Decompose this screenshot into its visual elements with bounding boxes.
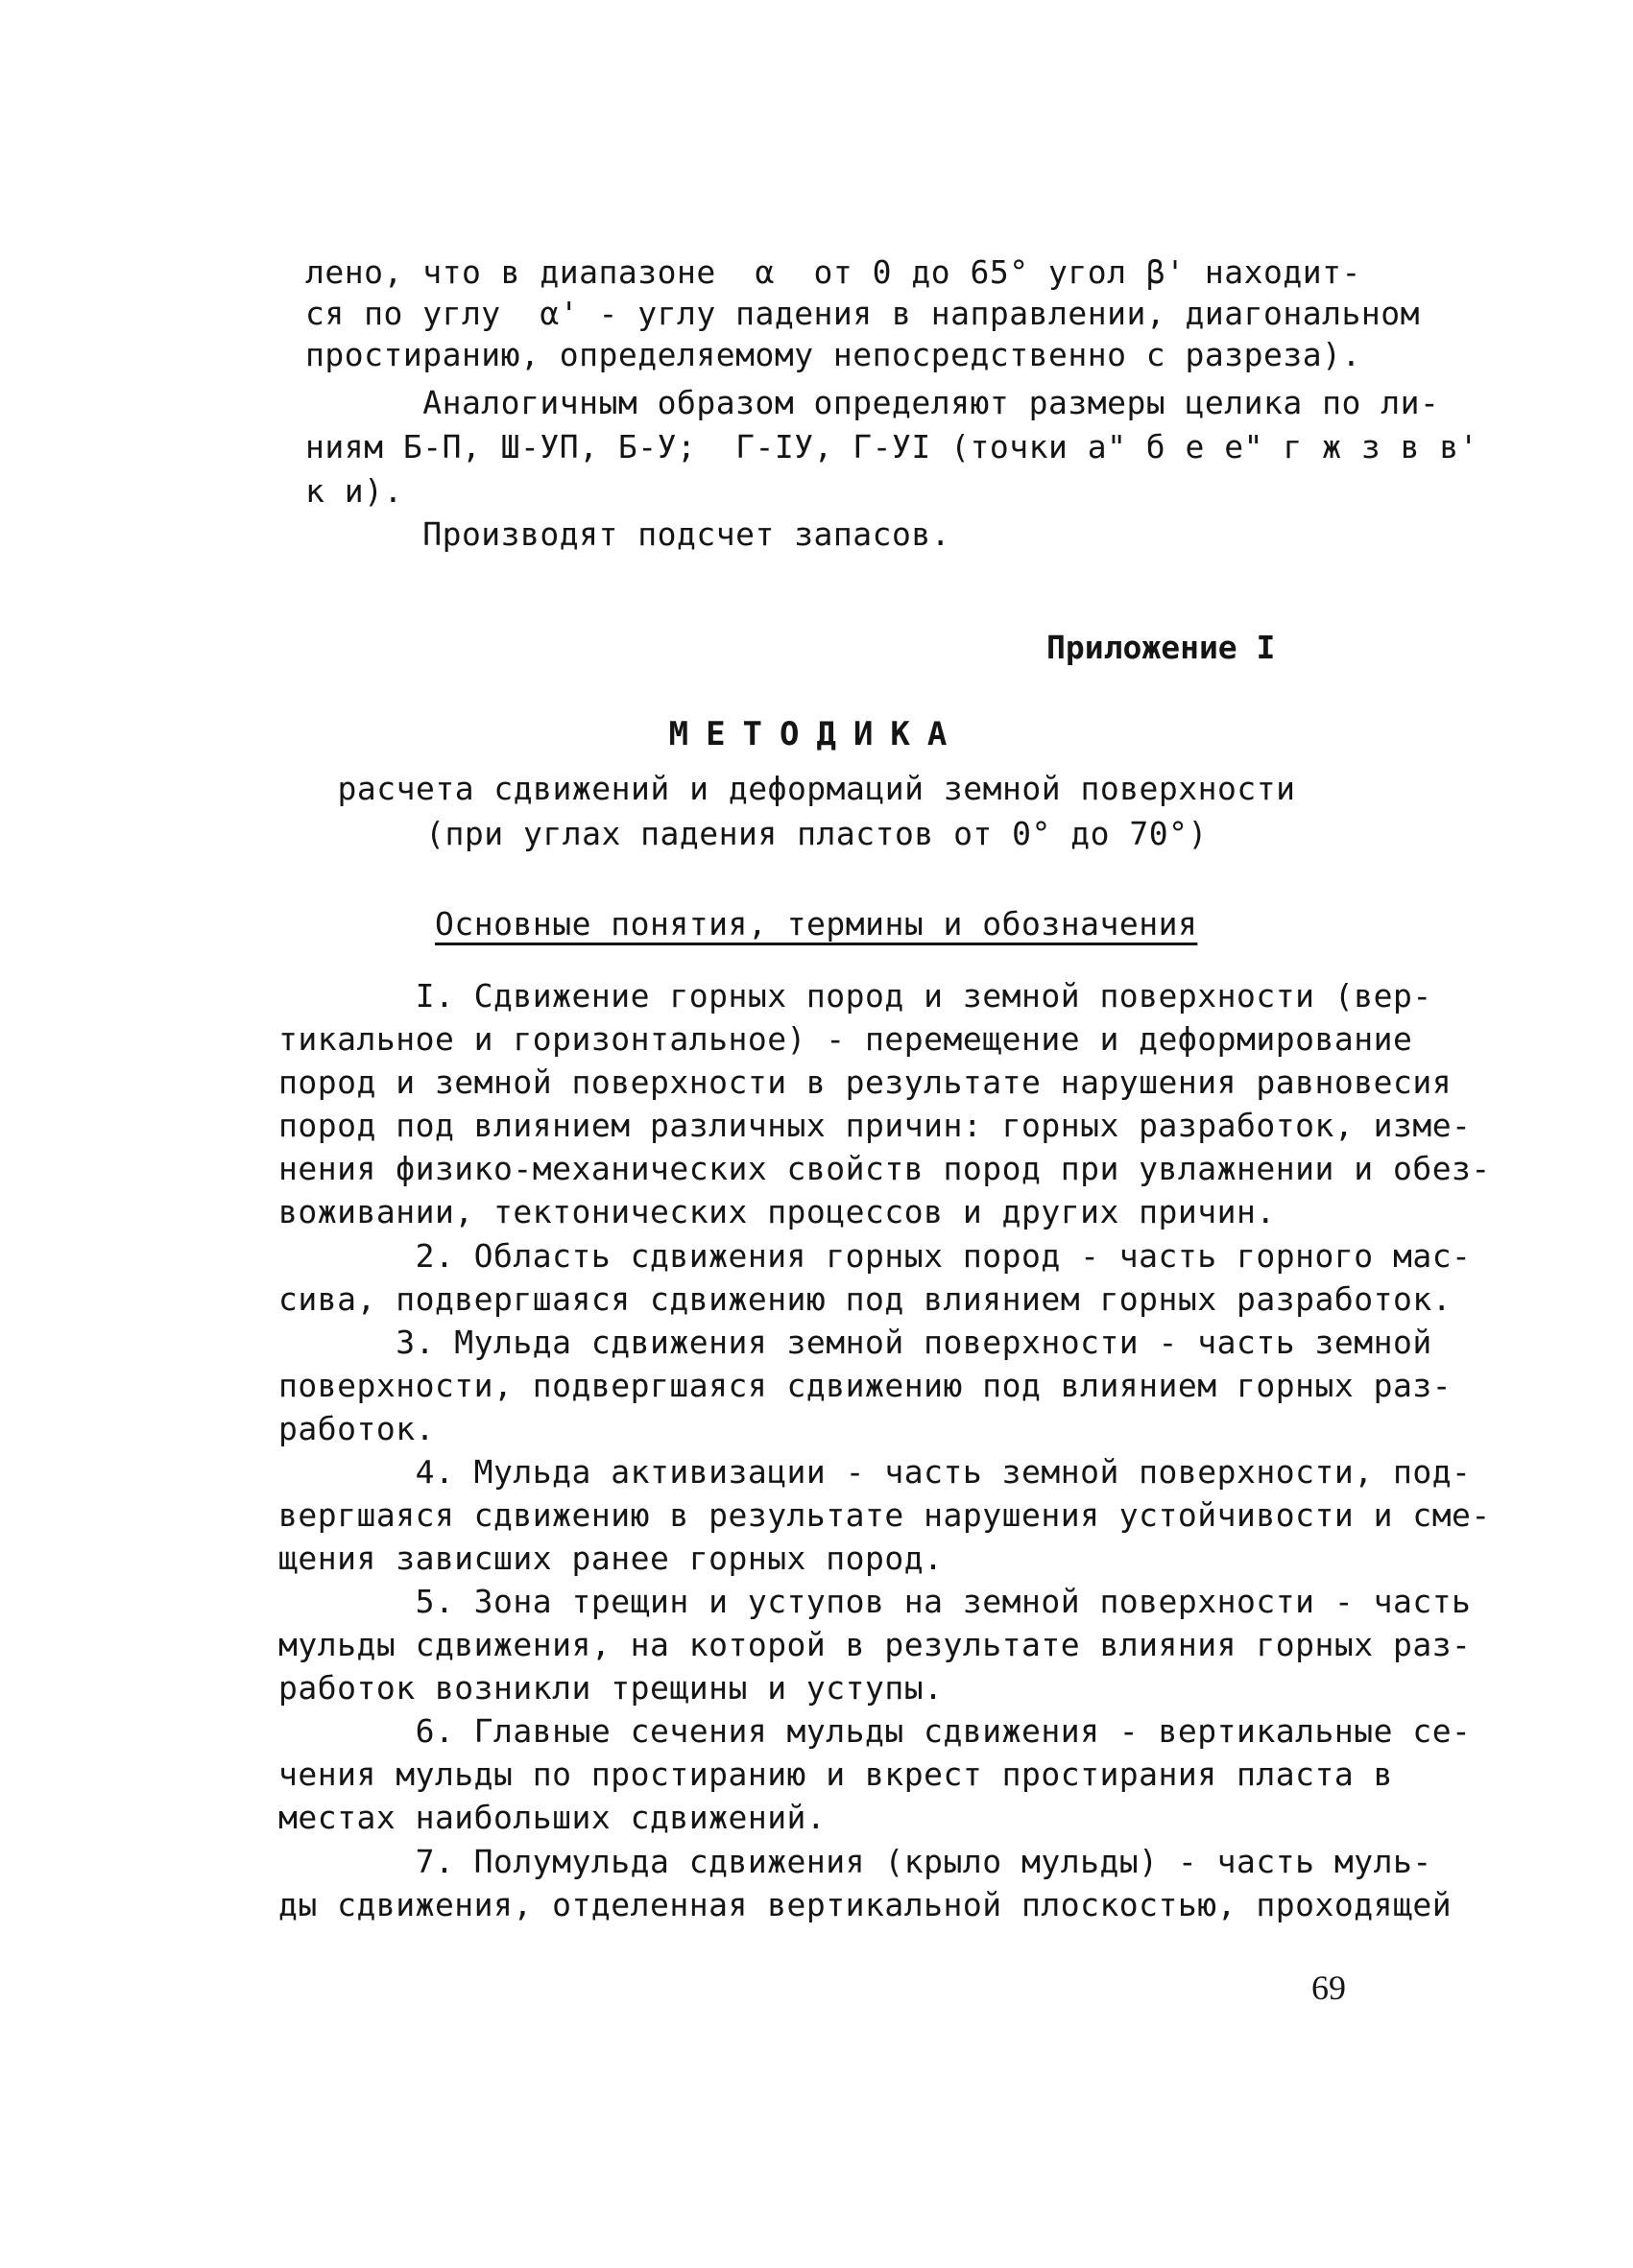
- appendix-label: Приложение I: [1046, 629, 1276, 666]
- section-heading-text: Основные понятия, термины и обозначения: [435, 905, 1198, 943]
- body-line: нения физико-механических свойств пород при увлажнении и обез-: [278, 1150, 1491, 1187]
- body-line: местах наибольших сдвижений.: [278, 1799, 827, 1836]
- body-line: мульды сдвижения, на которой в результате влияния горных раз-: [278, 1626, 1472, 1663]
- body-line: тикальное и горизонтальное) - перемещение и деформирование: [278, 1020, 1413, 1058]
- body-line: вергшаяся сдвижению в результате нарушения устойчивости и сме-: [278, 1496, 1491, 1534]
- subtitle-line-2: (при углах падения пластов от 0° до 70°): [425, 815, 1208, 852]
- body-line: работок возникли трещины и уступы.: [278, 1669, 944, 1707]
- body-line: 7. Полумульда сдвижения (крыло мульды) - часть муль-: [278, 1843, 1432, 1880]
- body-line: щения зависших ранее горных пород.: [278, 1540, 944, 1577]
- body-line: 3. Мульда сдвижения земной поверхности - часть земной: [278, 1324, 1432, 1361]
- body-line: 5. Зона трещин и уступов на земной поверхности - часть: [278, 1583, 1472, 1620]
- intro-line: ся по углу α' - углу падения в направлении, диагональном: [305, 295, 1420, 332]
- intro-line: к и).: [305, 472, 403, 510]
- body-line: пород под влиянием различных причин: горных разработок, изме-: [278, 1107, 1472, 1144]
- body-line: ды сдвижения, отделенная вертикальной плоскостью, проходящей: [278, 1886, 1453, 1923]
- intro-line: ниям Б-П, Ш-УП, Б-У; Г-IУ, Г-УI (точки а" б е е" г ж з в в': [305, 428, 1479, 466]
- body-line: пород и земной поверхности в результате нарушения равновесия: [278, 1063, 1453, 1101]
- body-line: поверхности, подвергшаяся сдвижению под влиянием горных раз-: [278, 1367, 1453, 1404]
- body-line: чения мульды по простиранию и вкрест простирания пласта в: [278, 1755, 1393, 1793]
- body-line: воживании, тектонических процессов и других причин.: [278, 1193, 1276, 1230]
- body-line: работок.: [278, 1410, 435, 1447]
- intro-line: простиранию, определяемому непосредственно с разреза).: [305, 336, 1361, 373]
- intro-line: Производят подсчет запасов.: [305, 515, 951, 553]
- intro-line: Аналогичным образом определяют размеры целика по ли-: [305, 384, 1440, 421]
- body-line: I. Сдвижение горных пород и земной поверхности (вер-: [278, 977, 1432, 1015]
- page-number: 69: [1311, 1969, 1346, 2007]
- intro-line: лено, что в диапазоне α от 0 до 65° угол β' находит-: [305, 253, 1361, 291]
- body-line: 4. Мульда активизации - часть земной поверхности, под-: [278, 1453, 1472, 1491]
- document-title: МЕТОДИКА: [668, 715, 965, 753]
- body-line: сива, подвергшаяся сдвижению под влиянием горных разработок.: [278, 1280, 1453, 1318]
- subtitle-line-1: расчета сдвижений и деформаций земной поверхности: [337, 770, 1296, 807]
- body-line: 2. Область сдвижения горных пород - часть горного мас-: [278, 1237, 1472, 1275]
- body-line: 6. Главные сечения мульды сдвижения - вертикальные се-: [278, 1712, 1472, 1750]
- section-heading: [435, 905, 1197, 943]
